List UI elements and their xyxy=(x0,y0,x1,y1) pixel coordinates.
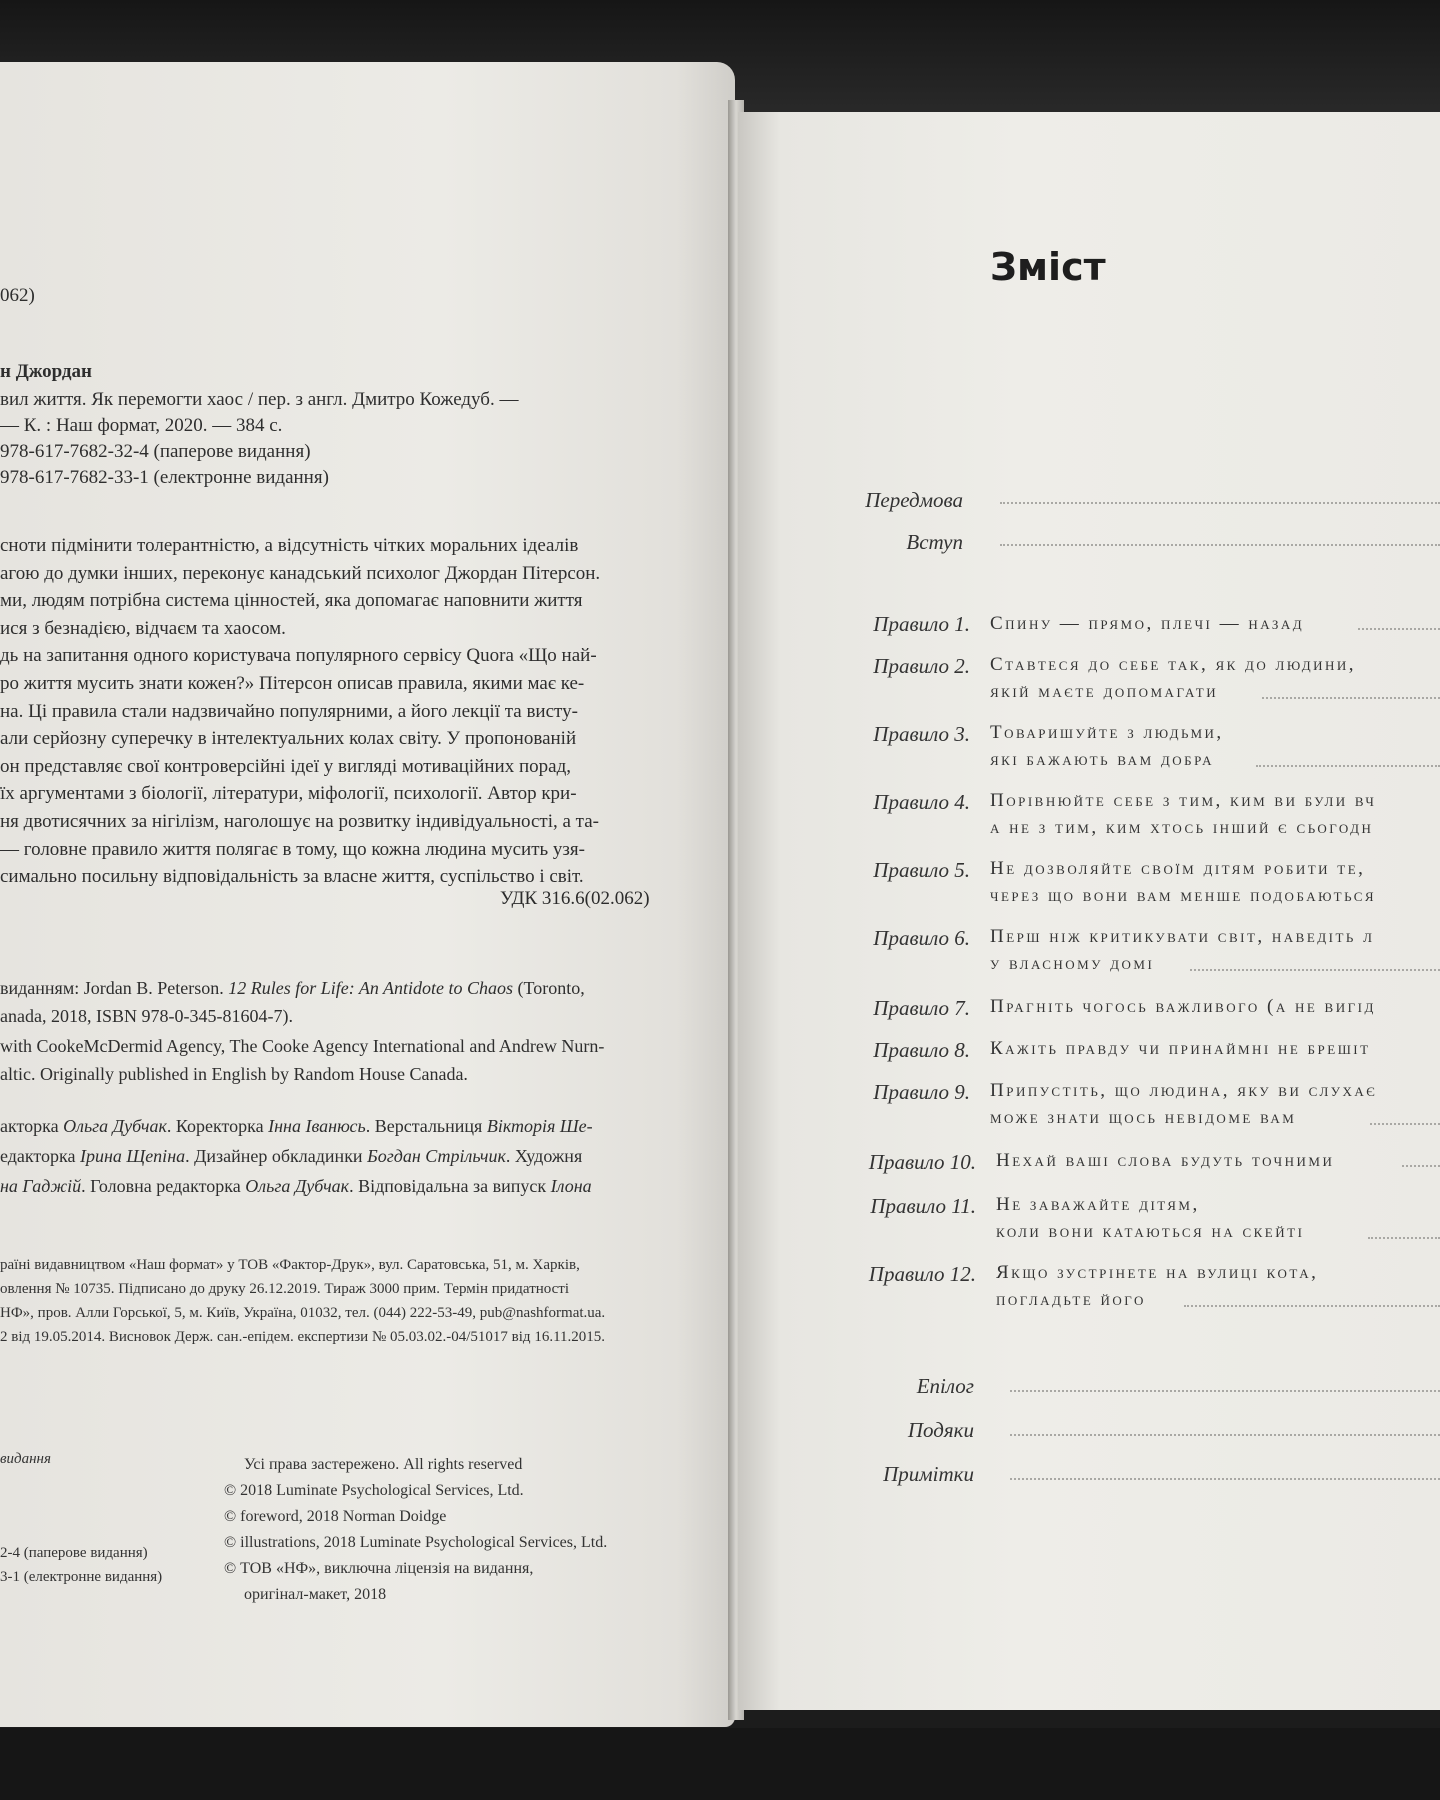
rule-line: Порівнюйте себе з тим, ким ви були вч xyxy=(990,790,1377,811)
credit-text: . Головна редакторка xyxy=(81,1176,246,1196)
isbn-ebook: 3-1 (електронне видання) xyxy=(0,1569,163,1585)
rule-title xyxy=(990,787,1376,841)
rights-line: © ТОВ «НФ», виключна ліцензія на видання, xyxy=(224,1560,534,1577)
toc-entry-acknowledgements: Подяки xyxy=(907,1418,974,1442)
rule-label: Правило 12. xyxy=(868,1262,976,1286)
toc-title: Зміст xyxy=(990,245,1106,289)
toc-leader-dots xyxy=(1010,1478,1440,1480)
bib-line: — К. : Наш формат, 2020. — 384 с. xyxy=(0,415,283,436)
bib-line: вил життя. Як перемогти хаос / пер. з англ. Дмитро Кожедуб. — xyxy=(0,389,519,410)
toc-entry-intro: Вступ xyxy=(906,530,963,554)
rule-line: погладьте його xyxy=(996,1289,1146,1310)
bib-line: 978-617-7682-32-4 (паперове видання) xyxy=(0,441,311,462)
abstract-line: агою до думки інших, переконує канадський психолог Джордан Пітерсон. xyxy=(0,562,601,584)
print-line: НФ», пров. Алли Горської, 5, м. Київ, Україна, 01032, тел. (044) 222-53-49, pub@nashformat.ua. xyxy=(0,1305,606,1321)
abstract-line: дь на запитання одного користувача популярного сервісу Quora «Що най- xyxy=(0,645,597,667)
rule-line: а не з тим, ким хтось інший є сьогодн xyxy=(990,817,1374,838)
credit-text: . Верстальниця xyxy=(365,1116,487,1136)
credit-name: на Гаджій xyxy=(0,1176,82,1196)
agency-line-2: altic. Originally published in English by Random House Canada. xyxy=(0,1064,468,1084)
rule-title xyxy=(990,719,1224,773)
rule-line: Не дозволяйте своїм дітям робити те, xyxy=(990,858,1366,879)
rule-label: Правило 5. xyxy=(873,858,970,882)
credit-text: едакторка xyxy=(0,1146,80,1166)
rule-label: Правило 6. xyxy=(873,926,970,950)
author-heading: н Джордан xyxy=(0,361,92,382)
toc-entry-foreword: Передмова xyxy=(865,488,963,512)
abstract-line: он представляє свої контроверсійні ідеї у вигляді мотиваційних порад, xyxy=(0,755,571,777)
rule-label: Правило 10. xyxy=(868,1150,976,1174)
original-edition-line xyxy=(0,976,585,1000)
credit-name: Ірина Щепіна xyxy=(80,1146,186,1166)
credit-name: Ольга Дубчак xyxy=(245,1176,350,1196)
abstract-line: сноти підмінити толерантністю, а відсутність чітких моральних ідеалів xyxy=(0,535,579,556)
credit-name: Богдан Стрільчик xyxy=(367,1146,506,1166)
rule-line: Не заважайте дітям, xyxy=(996,1194,1200,1215)
abstract-line: на. Ці правила стали надзвичайно популярними, а його лекції та висту- xyxy=(0,700,578,722)
original-prefix: виданням: Jordan B. Peterson. xyxy=(0,978,229,998)
toc-leader-dots xyxy=(1358,628,1440,630)
rule-title xyxy=(990,855,1376,909)
print-line: овлення № 10735. Підписано до друку 26.12.2019. Тираж 3000 прим. Термін придатності xyxy=(0,1281,570,1297)
credit-name: Ольга Дубчак xyxy=(63,1116,167,1136)
credit-text: . Художня xyxy=(505,1146,583,1166)
credit-name: Вікторія Ше- xyxy=(486,1116,593,1136)
rights-line: © foreword, 2018 Norman Doidge xyxy=(224,1508,447,1525)
original-edition-line-2: anada, 2018, ISBN 978-0-345-81604-7). xyxy=(0,1006,293,1026)
toc-entry-epilogue: Епілог xyxy=(916,1374,974,1398)
rule-line: Якщо зустрінете на вулиці кота, xyxy=(996,1262,1319,1283)
catalog-code: 062) xyxy=(0,285,35,306)
rights-line: © 2018 Luminate Psychological Services, Ltd. xyxy=(224,1482,524,1499)
rule-line: Ставтеся до себе так, як до людини, xyxy=(990,654,1357,675)
original-suffix: (Toronto, xyxy=(513,978,585,998)
credit-text: . Дизайнер обкладинки xyxy=(185,1146,368,1166)
toc-leader-dots xyxy=(1370,1123,1440,1125)
credits-line xyxy=(0,1174,592,1198)
abstract xyxy=(0,532,670,891)
udk-code: УДК 316.6(02.062) xyxy=(500,888,650,909)
original-title: 12 Rules for Life: An Antidote to Chaos xyxy=(228,978,514,998)
abstract-line: ми, людям потрібна система цінностей, яка допомагає наповнити життя xyxy=(0,590,583,612)
toc-leader-dots xyxy=(1000,544,1440,546)
bib-line: 978-617-7682-33-1 (електронне видання) xyxy=(0,467,329,488)
isbn-paper: 2-4 (паперове видання) xyxy=(0,1545,148,1561)
rule-line: якій маєте допомагати xyxy=(990,681,1219,702)
toc-leader-dots xyxy=(1010,1434,1440,1436)
credit-text: . Відповідальна за випуск xyxy=(349,1176,551,1196)
agency-line: with CookeMcDermid Agency, The Cooke Agency International and Andrew Nurn- xyxy=(0,1036,605,1056)
credit-name: Інна Іванюсь xyxy=(268,1116,366,1136)
rights-line: © illustrations, 2018 Luminate Psychological Services, Ltd. xyxy=(224,1534,608,1551)
toc-leader-dots xyxy=(1402,1165,1440,1167)
toc-leader-dots xyxy=(1368,1237,1440,1239)
abstract-line: ися з безнадією, відчаєм та хаосом. xyxy=(0,617,286,639)
rule-label: Правило 8. xyxy=(873,1038,970,1062)
rule-line: Перш ніж критикувати світ, наведіть л xyxy=(990,926,1375,947)
left-page xyxy=(0,62,735,1727)
rule-label: Правило 9. xyxy=(873,1080,970,1104)
rule-label: Правило 4. xyxy=(873,790,970,814)
credits-line xyxy=(0,1144,582,1168)
rule-line: які бажають вам добра xyxy=(990,749,1215,770)
rule-line: Припустіть, що людина, яку ви слухає xyxy=(990,1080,1378,1101)
rule-line: Товаришуйте з людьми, xyxy=(990,722,1224,743)
print-line: раїні видавництвом «Наш формат» у ТОВ «Фактор-Друк», вул. Саратовська, 51, м. Харків, xyxy=(0,1257,580,1273)
toc-leader-dots xyxy=(1190,969,1440,971)
rule-label: Правило 3. xyxy=(873,722,970,746)
toc-leader-dots xyxy=(1000,502,1440,504)
rights-line: Усі права застережено. All rights reserved xyxy=(244,1456,523,1473)
rule-title xyxy=(990,1077,1377,1131)
abstract-line: ро життя мусить знати кожен?» Пітерсон описав правила, якими має ке- xyxy=(0,672,585,694)
abstract-line: симально посильну відповідальність за власне життя, суспільство і світ. xyxy=(0,866,584,888)
rule-line: через що вони вам менше подобаються xyxy=(990,885,1377,906)
rule-line: коли вони катаються на скейті xyxy=(996,1221,1305,1242)
credit-text: . Коректорка xyxy=(166,1116,269,1136)
toc-entry-notes: Примітки xyxy=(883,1462,974,1486)
background-bottom xyxy=(0,1728,1440,1800)
rule-title: Кажіть правду чи принаймні не брешіт xyxy=(990,1038,1371,1059)
edition-label: видання xyxy=(0,1451,51,1467)
abstract-line: ня двотисячних за нігілізм, наголошує на розвитку індивідуальності, а та- xyxy=(0,810,599,832)
print-line: 2 від 19.05.2014. Висновок Держ. сан.-епідем. експертизи № 05.03.02.-04/51017 від 16.11.2015. xyxy=(0,1329,606,1345)
toc-leader-dots xyxy=(1256,765,1440,767)
credits-line xyxy=(0,1114,593,1138)
rule-title xyxy=(996,1191,1304,1245)
abstract-line: али серйозну суперечку в інтелектуальних колах світу. У пропонованій xyxy=(0,728,577,750)
credit-text: акторка xyxy=(0,1116,64,1136)
rule-line: може знати щось невідоме вам xyxy=(990,1107,1297,1128)
rights-line: оригінал-макет, 2018 xyxy=(244,1586,387,1603)
rule-label: Правило 7. xyxy=(873,996,970,1020)
toc-leader-dots xyxy=(1184,1305,1440,1307)
rule-title: Спину — прямо, плечі — назад xyxy=(990,613,1305,634)
credit-name: Ілона xyxy=(550,1176,592,1196)
rule-label: Правило 1. xyxy=(873,612,970,636)
rule-title: Прагніть чогось важливого (а не вигід xyxy=(990,996,1376,1017)
rule-label: Правило 11. xyxy=(870,1194,976,1218)
rule-line: у власному домі xyxy=(990,953,1155,974)
toc-leader-dots xyxy=(1010,1390,1440,1392)
rule-title: Нехай ваші слова будуть точними xyxy=(996,1150,1335,1171)
rule-label: Правило 2. xyxy=(873,654,970,678)
abstract-line: їх аргументами з біології, літератури, міфології, психології. Автор кри- xyxy=(0,783,577,805)
toc-leader-dots xyxy=(1262,697,1440,699)
abstract-line: — головне правило життя полягає в тому, що кожна людина мусить узя- xyxy=(0,838,586,860)
